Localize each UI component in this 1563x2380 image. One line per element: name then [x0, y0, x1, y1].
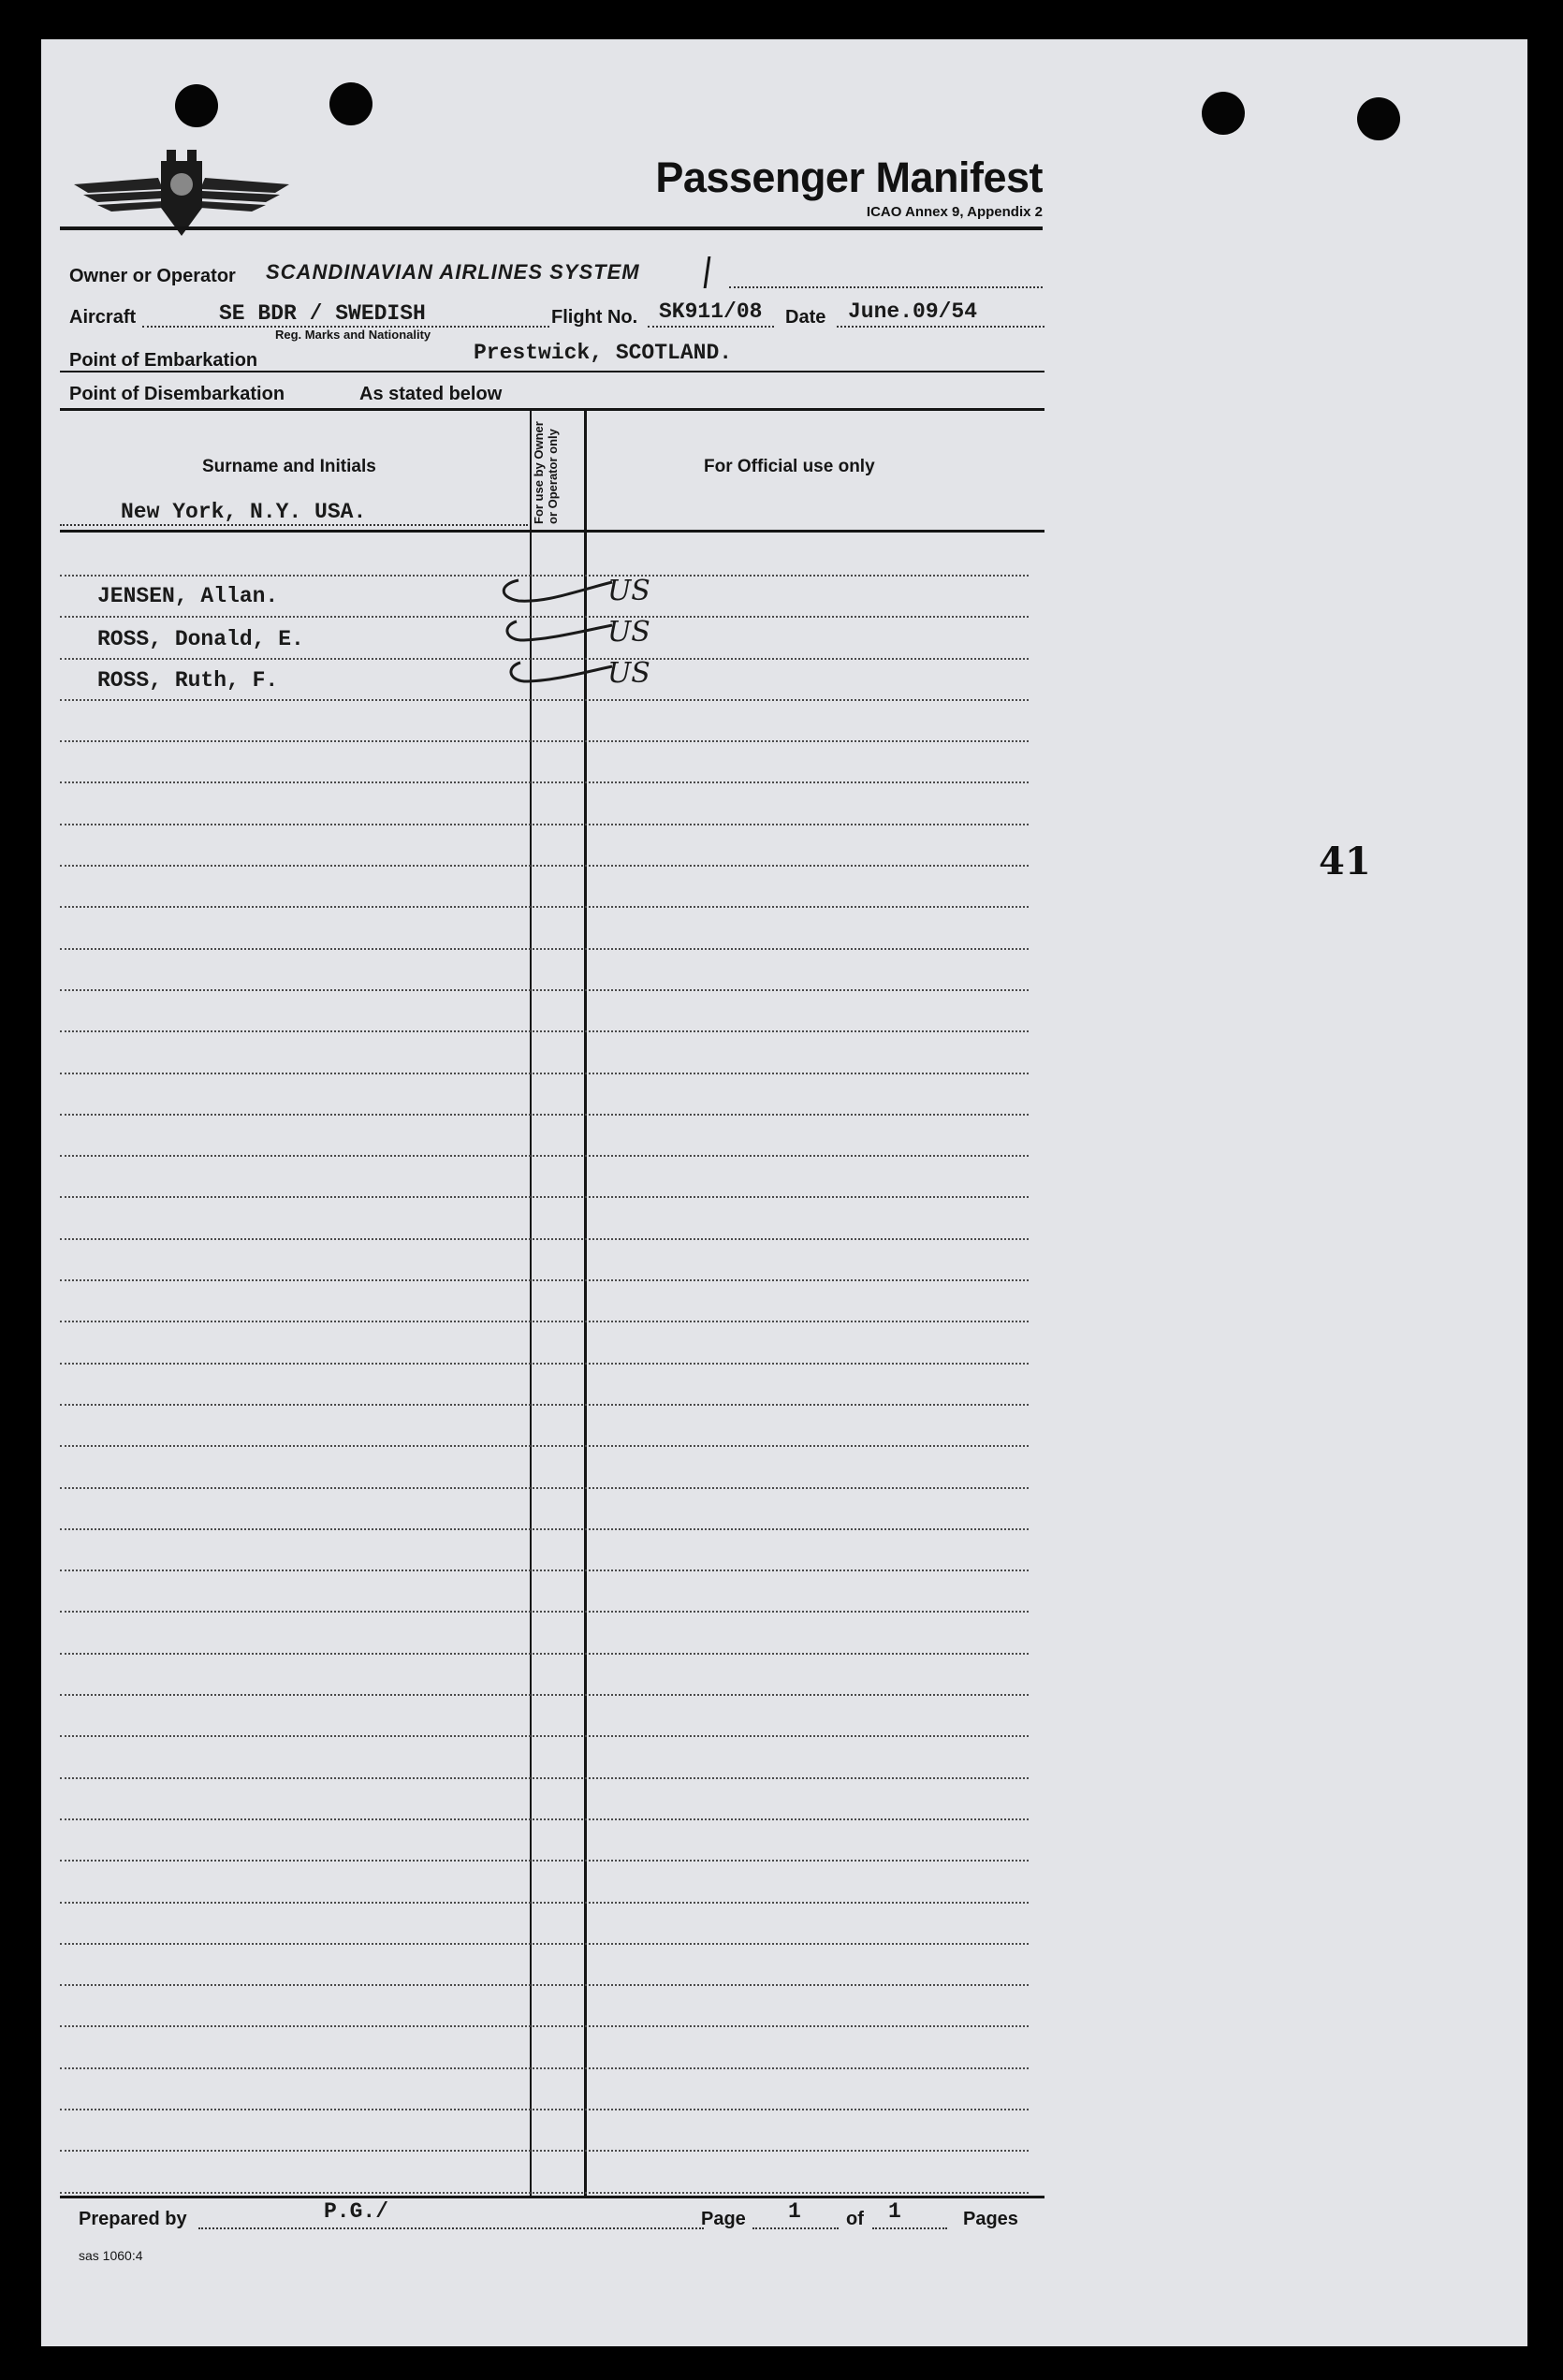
- manifest-sheet: [41, 39, 1527, 2346]
- ruled-line: [60, 1073, 1029, 1074]
- ruled-line: [60, 740, 1029, 742]
- ruled-line: [60, 948, 1029, 950]
- punch-hole: [329, 82, 372, 125]
- ruled-line: [60, 699, 1029, 701]
- ruled-line: [60, 1777, 1029, 1779]
- ruled-line: [60, 658, 1029, 660]
- passenger-name: ROSS, Ruth, F.: [97, 668, 279, 693]
- punch-hole: [1357, 97, 1400, 140]
- ruled-line: [60, 1818, 1029, 1820]
- ruled-line: [60, 2025, 1029, 2027]
- header-rule: [60, 226, 1043, 230]
- owner-value: SCANDINAVIAN AIRLINES SYSTEM: [266, 260, 640, 284]
- passenger-official-mark: US: [607, 657, 650, 690]
- ruled-line: [60, 1196, 1029, 1198]
- page-line: [752, 2227, 839, 2229]
- disembarkation-label: Point of Disembarkation: [69, 384, 285, 404]
- date-value: June.09/54: [848, 299, 978, 324]
- ruled-line: [60, 1611, 1029, 1613]
- ruled-line: [60, 1570, 1029, 1571]
- ruled-line: [60, 2150, 1029, 2152]
- of-line: [872, 2227, 947, 2229]
- disembarkation-value: As stated below: [359, 384, 503, 404]
- passenger-name: ROSS, Donald, E.: [97, 627, 304, 651]
- date-line: [837, 326, 1044, 328]
- form-code: sas 1060:4: [79, 2248, 143, 2263]
- ruled-line: [60, 616, 1029, 618]
- handwritten-checkmarks: [481, 563, 631, 704]
- embarkation-rule: [60, 371, 1044, 372]
- ruled-line: [60, 575, 1029, 577]
- page-label: Page: [701, 2209, 746, 2229]
- ruled-line: [60, 906, 1029, 908]
- aircraft-label: Aircraft: [69, 307, 137, 328]
- ruled-line: [60, 1984, 1029, 1986]
- destination-line: [60, 524, 528, 526]
- punch-hole: [1202, 92, 1245, 135]
- ruled-line: [60, 1860, 1029, 1862]
- document-title: Passenger Manifest: [655, 153, 1043, 201]
- ruled-line: [60, 1943, 1029, 1945]
- passenger-official-mark: US: [607, 575, 650, 607]
- official-column-header: For Official use only: [704, 457, 875, 476]
- embarkation-value: Prestwick, SCOTLAND.: [474, 341, 733, 365]
- ruled-line: [60, 1694, 1029, 1696]
- disembarkation-rule: [60, 408, 1044, 411]
- ruled-line: [60, 1487, 1029, 1489]
- ruled-line: [60, 824, 1029, 825]
- owner-label: Owner or Operator: [69, 266, 236, 286]
- ruled-line: [60, 2067, 1029, 2069]
- aircraft-value: SE BDR / SWEDISH: [219, 301, 426, 326]
- of-label: of: [846, 2209, 864, 2229]
- ruled-line: [60, 1445, 1029, 1447]
- reg-marks-note: Reg. Marks and Nationality: [275, 328, 431, 342]
- footer-rule: [60, 2196, 1044, 2198]
- ruled-line: [60, 989, 1029, 991]
- ruled-line: [60, 1155, 1029, 1157]
- column-header-rule: [60, 530, 1044, 533]
- destination-value: New York, N.Y. USA.: [121, 500, 367, 524]
- ruled-line: [60, 2109, 1029, 2110]
- surname-column-header: Surname and Initials: [202, 457, 376, 476]
- ruled-line: [60, 781, 1029, 783]
- ruled-line: [60, 1528, 1029, 1530]
- flight-label: Flight No.: [551, 307, 638, 328]
- ruled-line: [60, 2192, 1029, 2194]
- owner-use-column-header: For use by Owner or Operator only: [532, 421, 560, 524]
- passenger-name: JENSEN, Allan.: [97, 584, 279, 608]
- ruled-line: [60, 1279, 1029, 1281]
- prepared-by-label: Prepared by: [79, 2209, 187, 2229]
- ruled-line: [60, 1030, 1029, 1032]
- flight-value: SK911/08: [659, 299, 763, 324]
- ruled-line: [60, 1735, 1029, 1737]
- owner-line: [729, 286, 1043, 288]
- ruled-line: [60, 1238, 1029, 1240]
- ruled-line: [60, 1114, 1029, 1116]
- ruled-line: [60, 865, 1029, 867]
- pages-label: Pages: [963, 2209, 1018, 2229]
- ruled-line: [60, 1321, 1029, 1322]
- owner-separator: [704, 256, 711, 288]
- ruled-line: [60, 1902, 1029, 1904]
- document-subtitle: ICAO Annex 9, Appendix 2: [866, 204, 1043, 220]
- prepared-by-line: [198, 2227, 704, 2229]
- flight-line: [648, 326, 774, 328]
- of-value: 1: [888, 2199, 901, 2224]
- stamped-page-number: 41: [1319, 840, 1371, 883]
- ruled-line: [60, 1404, 1029, 1406]
- date-label: Date: [785, 307, 826, 328]
- page-value: 1: [788, 2199, 801, 2224]
- ruled-line: [60, 1653, 1029, 1655]
- ruled-line: [60, 1363, 1029, 1365]
- passenger-official-mark: US: [607, 616, 650, 649]
- punch-hole: [175, 84, 218, 127]
- prepared-by-value: P.G./: [324, 2199, 389, 2224]
- embarkation-label: Point of Embarkation: [69, 350, 258, 371]
